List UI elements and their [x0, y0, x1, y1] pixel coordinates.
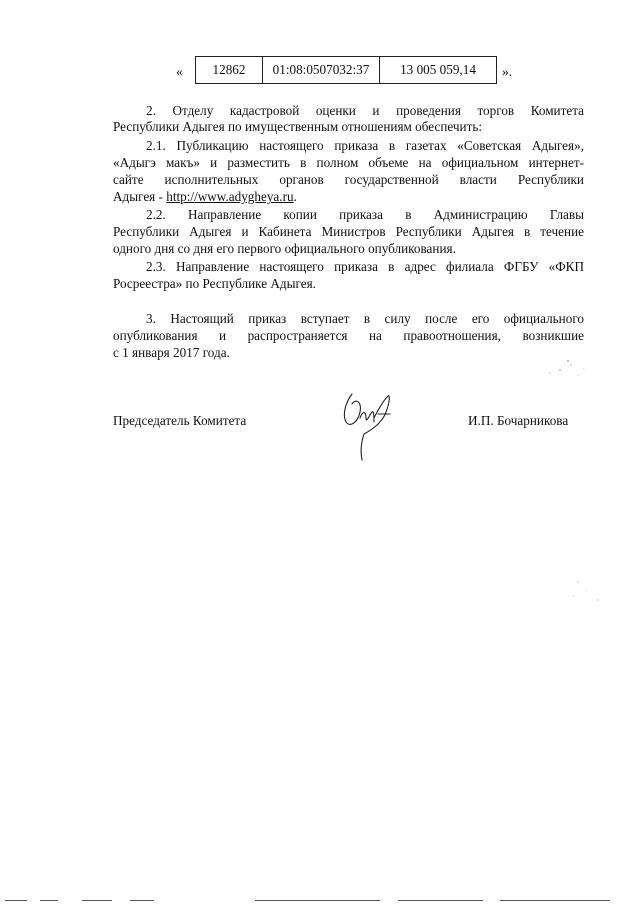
handwritten-signature	[338, 388, 408, 463]
open-quote: «	[176, 64, 183, 79]
scan-edge-dash	[130, 900, 154, 901]
scan-edge-dash	[5, 900, 27, 901]
scan-edge-line	[255, 900, 380, 901]
paragraph-2-3-line-1: 2.3. Направление настоящего приказа в адрес филиала ФГБУ «ФКП	[146, 259, 584, 274]
scan-speck-right	[568, 578, 608, 608]
table-cell-value: 13 005 059,14	[380, 57, 497, 84]
parcel-table-row	[195, 56, 497, 84]
paragraph-3-line-1: 3. Настоящий приказ вступает в силу после его официального	[146, 311, 584, 326]
paragraph-2-2-line-2: Республики Адыгея и Кабинета Министров Республики Адыгея в течение	[113, 224, 584, 239]
table-cell-number: 12862	[196, 57, 263, 84]
scan-edge-dash	[82, 900, 112, 901]
paragraph-2-3-line-2: Росреестра» по Республике Адыгея.	[113, 276, 316, 291]
paragraph-2-2-line-1: 2.2. Направление копии приказа в Администрацию Главы	[146, 207, 584, 222]
paragraph-2-line-1: 2. Отделу кадастровой оценки и проведения торгов Комитета	[146, 103, 584, 118]
paragraph-2-1-line-2: «Адыгэ макъ» и разместить в полном объеме на официальном интернет-	[113, 155, 584, 170]
website-link[interactable]: http://www.adygheya.ru	[166, 189, 294, 204]
paragraph-2-line-2: Республики Адыгея по имущественным отношениям обеспечить:	[113, 119, 483, 134]
scan-edge-dash	[40, 900, 58, 901]
table-cell-cadastral-number: 01:08:0507032:37	[263, 57, 380, 84]
paragraph-2-1-line-3: сайте исполнительных органов государственной власти Республики	[113, 172, 584, 187]
scan-edge-line	[500, 900, 610, 901]
paragraph-3-line-3: с 1 января 2017 года.	[113, 345, 230, 360]
paragraph-2-2-line-3: одного дня со дня его первого официального опубликования.	[113, 241, 456, 256]
paragraph-3-line-2: опубликования и распространяется на правоотношения, возникшие	[113, 328, 584, 343]
paragraph-2-1-line-1: 2.1. Публикацию настоящего приказа в газетах «Советская Адыгея»,	[146, 138, 584, 153]
paragraph-2-1-line-4-suffix: .	[293, 189, 297, 204]
scan-speck-top-right	[540, 355, 590, 385]
signatory-title: Председатель Комитета	[113, 413, 247, 428]
signatory-name: И.П. Бочарникова	[468, 413, 569, 428]
scan-edge-line	[398, 900, 483, 901]
close-quote: ».	[502, 64, 513, 79]
paragraph-2-1-line-4-prefix: Адыгея -	[113, 189, 167, 204]
table-row	[196, 57, 497, 84]
paragraph-2-1-line-4	[113, 189, 297, 205]
